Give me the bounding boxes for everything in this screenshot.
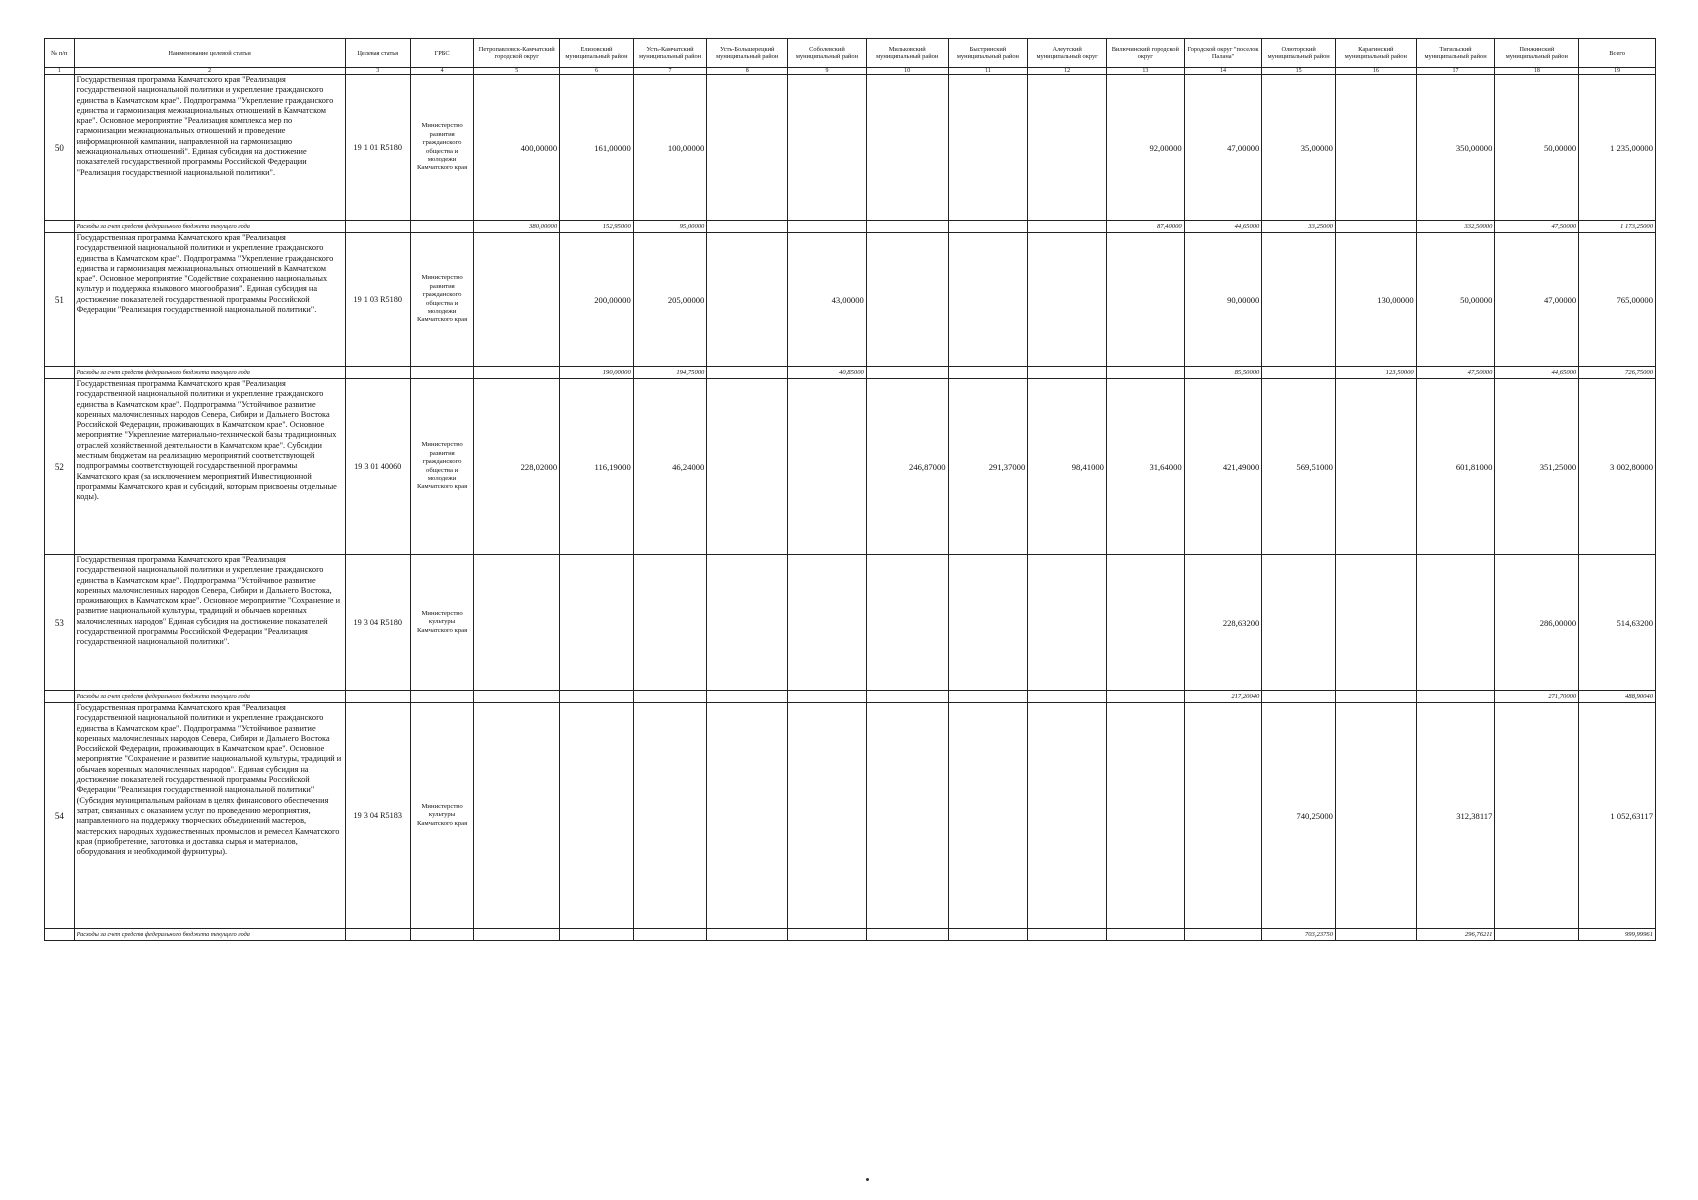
- table-row: [45, 379, 1656, 555]
- amount-cell: [474, 703, 560, 929]
- amount-cell: [560, 703, 634, 929]
- amount-cell: [866, 703, 948, 929]
- federal-amount-cell: [788, 691, 867, 703]
- column-number: 3: [345, 68, 410, 75]
- federal-amount-cell: 95,00000: [633, 221, 707, 233]
- column-header: Наименование целевой статьи: [74, 39, 345, 68]
- amount-cell: [948, 703, 1028, 929]
- amount-cell: 43,00000: [788, 233, 867, 367]
- page-mark: [866, 1178, 869, 1181]
- amount-cell: [1335, 75, 1416, 221]
- amount-cell: [474, 233, 560, 367]
- empty-cell: [410, 367, 473, 379]
- column-number: 4: [410, 68, 473, 75]
- column-header: Елизовский муниципальный район: [560, 39, 634, 68]
- federal-budget-label: Расходы за счет средств федерального бюджета текущего года: [74, 221, 345, 233]
- amount-cell: 50,00000: [1416, 233, 1495, 367]
- empty-cell: [410, 691, 473, 703]
- federal-amount-cell: 271,70000: [1495, 691, 1579, 703]
- amount-cell: 90,00000: [1184, 233, 1262, 367]
- target-article-name: Государственная программа Камчатского края "Реализация государственной национальной политики и укрепление гражданского единства в Камчатском крае". Подпрограмма "Укрепление гражданского единства и гармонизация межнациональных отношений в Камчатском крае". Основное мероприятие "Реализация комплекса мер по гармонизации межнациональных отношений и проведение информационной кампании, направленной на гармонизацию межнациональных отношений". Единая субсидия на достижение показателей государственной программы Российской Федерации "Реализация государственной национальной политики".: [74, 75, 345, 221]
- amount-cell: 47,00000: [1495, 233, 1579, 367]
- federal-amount-cell: [1028, 221, 1107, 233]
- federal-amount-cell: [1495, 929, 1579, 941]
- amount-cell: 46,24000: [633, 379, 707, 555]
- amount-cell: [707, 379, 788, 555]
- amount-cell: [707, 555, 788, 691]
- amount-cell: [866, 555, 948, 691]
- amount-cell: 350,00000: [1416, 75, 1495, 221]
- federal-amount-cell: 703,23750: [1262, 929, 1336, 941]
- column-header: Мильковский муниципальный район: [866, 39, 948, 68]
- row-number-empty: [45, 691, 75, 703]
- amount-cell: [474, 555, 560, 691]
- federal-amount-cell: [1106, 929, 1184, 941]
- column-header: Вилючинский городской округ: [1106, 39, 1184, 68]
- column-number: 14: [1184, 68, 1262, 75]
- federal-amount-cell: 87,40000: [1106, 221, 1184, 233]
- table-row: [45, 75, 1656, 221]
- federal-amount-cell: [866, 691, 948, 703]
- grbs-cell: Министерство культуры Камчатского края: [410, 703, 473, 929]
- grbs-cell: Министерство развития гражданского общества и молодежи Камчатского края: [410, 379, 473, 555]
- target-article-name: Государственная программа Камчатского края "Реализация государственной национальной политики и укрепление гражданского единства в Камчатском крае". Подпрограмма "Укрепление гражданского единства и гармонизация межнациональных отношений в Камчатском крае". Основное мероприятие "Содействие сохранению национальных культур и поддержка языкового многообразия". Единая субсидия на достижение показателей государственной программы Российской Федерации "Реализация государственной национальной политики".: [74, 233, 345, 367]
- federal-amount-cell: [1184, 929, 1262, 941]
- federal-amount-cell: 44,65000: [1184, 221, 1262, 233]
- federal-amount-cell: 296,76211: [1416, 929, 1495, 941]
- amount-cell: [1262, 555, 1336, 691]
- federal-amount-cell: 33,25000: [1262, 221, 1336, 233]
- amount-cell: [788, 555, 867, 691]
- row-number-empty: [45, 221, 75, 233]
- target-article-name: Государственная программа Камчатского края "Реализация государственной национальной политики и укрепление гражданского единства в Камчатском крае". Подпрограмма "Устойчивое развитие коренных малочисленных народов Севера, Сибири и Дальнего Востока Российской Федерации, проживающих в Камчатском крае". Основное мероприятие "Укрепление материально-технической базы традиционных отраслей хозяйственной деятельности в Камчатском крае". Субсидии местным бюджетам на реализацию мероприятий соответствующей подпрограммы соответствующей государственной программы Камчатского края (за исключением мероприятий Инвестиционной программы Камчатского края и субсидий, которым присвоены отдельные коды).: [74, 379, 345, 555]
- amount-cell: [560, 555, 634, 691]
- column-number: 5: [474, 68, 560, 75]
- column-header: Соболевский муниципальный район: [788, 39, 867, 68]
- federal-amount-cell: [1106, 691, 1184, 703]
- amount-cell: [1106, 703, 1184, 929]
- target-article-code: 19 1 01 R5180: [345, 75, 410, 221]
- column-header: Петропавловск-Камчатский городской округ: [474, 39, 560, 68]
- amount-cell: [1028, 233, 1107, 367]
- empty-cell: [345, 367, 410, 379]
- amount-cell: [1028, 555, 1107, 691]
- row-number: 50: [45, 75, 75, 221]
- amount-cell: 31,64000: [1106, 379, 1184, 555]
- federal-amount-cell: [948, 367, 1028, 379]
- federal-budget-label: Расходы за счет средств федерального бюджета текущего года: [74, 929, 345, 941]
- federal-amount-cell: [948, 691, 1028, 703]
- empty-cell: [345, 691, 410, 703]
- target-article-code: 19 3 04 R5180: [345, 555, 410, 691]
- amount-cell: [707, 233, 788, 367]
- federal-amount-cell: [866, 221, 948, 233]
- federal-amount-cell: 380,00000: [474, 221, 560, 233]
- federal-budget-label: Расходы за счет средств федерального бюджета текущего года: [74, 691, 345, 703]
- federal-amount-cell: 194,75000: [633, 367, 707, 379]
- amount-cell: [1028, 75, 1107, 221]
- amount-cell: [633, 703, 707, 929]
- federal-amount-cell: [474, 691, 560, 703]
- column-header: Целевая статья: [345, 39, 410, 68]
- federal-amount-cell: 488,90040: [1579, 691, 1656, 703]
- column-number: 16: [1335, 68, 1416, 75]
- amount-cell: [866, 75, 948, 221]
- federal-amount-cell: 47,50000: [1416, 367, 1495, 379]
- federal-amount-cell: 332,50000: [1416, 221, 1495, 233]
- table-row: [45, 233, 1656, 367]
- federal-amount-cell: [1106, 367, 1184, 379]
- amount-cell: 92,00000: [1106, 75, 1184, 221]
- amount-cell: [1184, 703, 1262, 929]
- amount-cell: 228,02000: [474, 379, 560, 555]
- empty-cell: [345, 929, 410, 941]
- federal-amount-cell: [1335, 929, 1416, 941]
- column-number: 10: [866, 68, 948, 75]
- amount-cell: [1495, 703, 1579, 929]
- amount-cell: 421,49000: [1184, 379, 1262, 555]
- federal-amount-cell: [633, 929, 707, 941]
- amount-cell: [948, 555, 1028, 691]
- amount-cell: [788, 379, 867, 555]
- amount-cell: 161,00000: [560, 75, 634, 221]
- header-row: [45, 39, 1656, 68]
- column-header: Тигильский муниципальный район: [1416, 39, 1495, 68]
- row-number: 54: [45, 703, 75, 929]
- target-article-code: 19 1 03 R5180: [345, 233, 410, 367]
- column-number: 18: [1495, 68, 1579, 75]
- table-row: [45, 555, 1656, 691]
- federal-amount-cell: [866, 929, 948, 941]
- amount-cell: [866, 233, 948, 367]
- federal-amount-cell: [1262, 367, 1336, 379]
- federal-amount-cell: [1335, 691, 1416, 703]
- amount-cell: 514,63200: [1579, 555, 1656, 691]
- column-header: ГРБС: [410, 39, 473, 68]
- federal-amount-cell: 123,50000: [1335, 367, 1416, 379]
- amount-cell: [948, 75, 1028, 221]
- column-header: Всего: [1579, 39, 1656, 68]
- amount-cell: 1 052,63117: [1579, 703, 1656, 929]
- row-number: 51: [45, 233, 75, 367]
- row-number: 53: [45, 555, 75, 691]
- amount-cell: 286,00000: [1495, 555, 1579, 691]
- federal-budget-row: [45, 367, 1656, 379]
- column-number: 15: [1262, 68, 1336, 75]
- amount-cell: 1 235,00000: [1579, 75, 1656, 221]
- amount-cell: 246,87000: [866, 379, 948, 555]
- column-number: 2: [74, 68, 345, 75]
- federal-amount-cell: 726,75000: [1579, 367, 1656, 379]
- federal-amount-cell: [948, 929, 1028, 941]
- amount-cell: 50,00000: [1495, 75, 1579, 221]
- amount-cell: 291,37000: [948, 379, 1028, 555]
- row-number-empty: [45, 929, 75, 941]
- column-header: Городской округ "поселок Палана": [1184, 39, 1262, 68]
- column-number: 1: [45, 68, 75, 75]
- column-header: Олюторский муниципальный район: [1262, 39, 1336, 68]
- federal-amount-cell: 85,50000: [1184, 367, 1262, 379]
- federal-amount-cell: 190,00000: [560, 367, 634, 379]
- federal-amount-cell: [707, 691, 788, 703]
- amount-cell: 3 002,80000: [1579, 379, 1656, 555]
- grbs-cell: Министерство развития гражданского общества и молодежи Камчатского края: [410, 233, 473, 367]
- federal-budget-row: [45, 929, 1656, 941]
- federal-amount-cell: [948, 221, 1028, 233]
- federal-amount-cell: [1335, 221, 1416, 233]
- row-number-empty: [45, 367, 75, 379]
- federal-amount-cell: 1 173,25000: [1579, 221, 1656, 233]
- column-number: 19: [1579, 68, 1656, 75]
- federal-amount-cell: 40,85000: [788, 367, 867, 379]
- federal-amount-cell: [474, 367, 560, 379]
- column-number: 6: [560, 68, 634, 75]
- federal-amount-cell: [707, 929, 788, 941]
- column-number: 12: [1028, 68, 1107, 75]
- target-article-name: Государственная программа Камчатского края "Реализация государственной национальной политики и укрепление гражданского единства в Камчатском крае". Подпрограмма "Устойчивое развитие коренных малочисленных народов Севера, Сибири и Дальнего Востока, проживающих в Камчатском крае". Основное мероприятие "Сохранение и развитие национальной культуры, традиций и обычаев коренных малочисленных народов" Единая субсидия на достижение показателей государственной программы Российской Федерации "Реализация государственной национальной политики".: [74, 555, 345, 691]
- amount-cell: 312,38117: [1416, 703, 1495, 929]
- amount-cell: [1416, 555, 1495, 691]
- federal-amount-cell: 44,65000: [1495, 367, 1579, 379]
- empty-cell: [345, 221, 410, 233]
- amount-cell: [788, 75, 867, 221]
- federal-amount-cell: 47,50000: [1495, 221, 1579, 233]
- federal-budget-row: [45, 691, 1656, 703]
- target-article-name: Государственная программа Камчатского края "Реализация государственной национальной политики и укрепление гражданского единства в Камчатском крае". Подпрограмма "Устойчивое развитие коренных малочисленных народов Севера, Сибири и Дальнего Востока Российской Федерации, проживающих в Камчатском крае". Основное мероприятие "Сохранение и развитие национальной культуры, традиций и обычаев коренных малочисленных народов". Единая субсидия на достижение показателей государственной программы Российской Федерации "Реализация государственной национальной политики" (Субсидия муниципальным районам в целях финансового обеспечения затрат, связанных с оказанием услуг по проведению мероприятия, направленного на поддержку творческих объединений мастеров, мастерских народных художественных промыслов и ремесел Камчатского края (приобретение, заготовка и доставка сырья и материалов, оборудования и необходимой фурнитуры).: [74, 703, 345, 929]
- federal-amount-cell: 999,99961: [1579, 929, 1656, 941]
- column-number: 8: [707, 68, 788, 75]
- federal-amount-cell: [560, 929, 634, 941]
- amount-cell: [1106, 233, 1184, 367]
- column-header: Усть-Большерецкий муниципальный район: [707, 39, 788, 68]
- amount-cell: 351,25000: [1495, 379, 1579, 555]
- amount-cell: 740,25000: [1262, 703, 1336, 929]
- amount-cell: [1335, 703, 1416, 929]
- column-number: 9: [788, 68, 867, 75]
- federal-amount-cell: [788, 221, 867, 233]
- federal-amount-cell: [707, 367, 788, 379]
- federal-amount-cell: [1262, 691, 1336, 703]
- federal-amount-cell: [474, 929, 560, 941]
- amount-cell: 400,00000: [474, 75, 560, 221]
- amount-cell: 200,00000: [560, 233, 634, 367]
- amount-cell: [1106, 555, 1184, 691]
- budget-table-sheet: [44, 38, 1656, 941]
- target-article-code: 19 3 01 40060: [345, 379, 410, 555]
- federal-amount-cell: [560, 691, 634, 703]
- federal-budget-label: Расходы за счет средств федерального бюджета текущего года: [74, 367, 345, 379]
- amount-cell: [707, 75, 788, 221]
- amount-cell: [1335, 379, 1416, 555]
- column-header: Алеутский муниципальный округ: [1028, 39, 1107, 68]
- federal-amount-cell: [788, 929, 867, 941]
- amount-cell: 228,63200: [1184, 555, 1262, 691]
- column-number: 17: [1416, 68, 1495, 75]
- budget-table: [44, 38, 1656, 941]
- amount-cell: [1028, 703, 1107, 929]
- grbs-cell: Министерство культуры Камчатского края: [410, 555, 473, 691]
- amount-cell: [788, 703, 867, 929]
- target-article-code: 19 3 04 R5183: [345, 703, 410, 929]
- federal-budget-row: [45, 221, 1656, 233]
- column-header: Быстринский муниципальный район: [948, 39, 1028, 68]
- amount-cell: [707, 703, 788, 929]
- amount-cell: 100,00000: [633, 75, 707, 221]
- amount-cell: [1335, 555, 1416, 691]
- amount-cell: 130,00000: [1335, 233, 1416, 367]
- column-header: № п/п: [45, 39, 75, 68]
- federal-amount-cell: [1028, 691, 1107, 703]
- federal-amount-cell: [1028, 929, 1107, 941]
- column-number: 7: [633, 68, 707, 75]
- column-number-row: [45, 68, 1656, 75]
- amount-cell: 601,81000: [1416, 379, 1495, 555]
- amount-cell: 98,41000: [1028, 379, 1107, 555]
- federal-amount-cell: [707, 221, 788, 233]
- empty-cell: [410, 221, 473, 233]
- federal-amount-cell: [866, 367, 948, 379]
- empty-cell: [410, 929, 473, 941]
- amount-cell: [1262, 233, 1336, 367]
- column-number: 13: [1106, 68, 1184, 75]
- federal-amount-cell: [1028, 367, 1107, 379]
- column-header: Карагинский муниципальный район: [1335, 39, 1416, 68]
- federal-amount-cell: [1416, 691, 1495, 703]
- federal-amount-cell: 152,95000: [560, 221, 634, 233]
- amount-cell: [948, 233, 1028, 367]
- amount-cell: 765,00000: [1579, 233, 1656, 367]
- federal-amount-cell: [633, 691, 707, 703]
- row-number: 52: [45, 379, 75, 555]
- column-header: Пенжинский муниципальный район: [1495, 39, 1579, 68]
- amount-cell: 205,00000: [633, 233, 707, 367]
- amount-cell: 116,19000: [560, 379, 634, 555]
- column-header: Усть-Камчатский муниципальный район: [633, 39, 707, 68]
- amount-cell: [633, 555, 707, 691]
- federal-amount-cell: 217,20040: [1184, 691, 1262, 703]
- column-number: 11: [948, 68, 1028, 75]
- amount-cell: 47,00000: [1184, 75, 1262, 221]
- grbs-cell: Министерство развития гражданского общества и молодежи Камчатского края: [410, 75, 473, 221]
- amount-cell: 35,00000: [1262, 75, 1336, 221]
- amount-cell: 569,51000: [1262, 379, 1336, 555]
- table-row: [45, 703, 1656, 929]
